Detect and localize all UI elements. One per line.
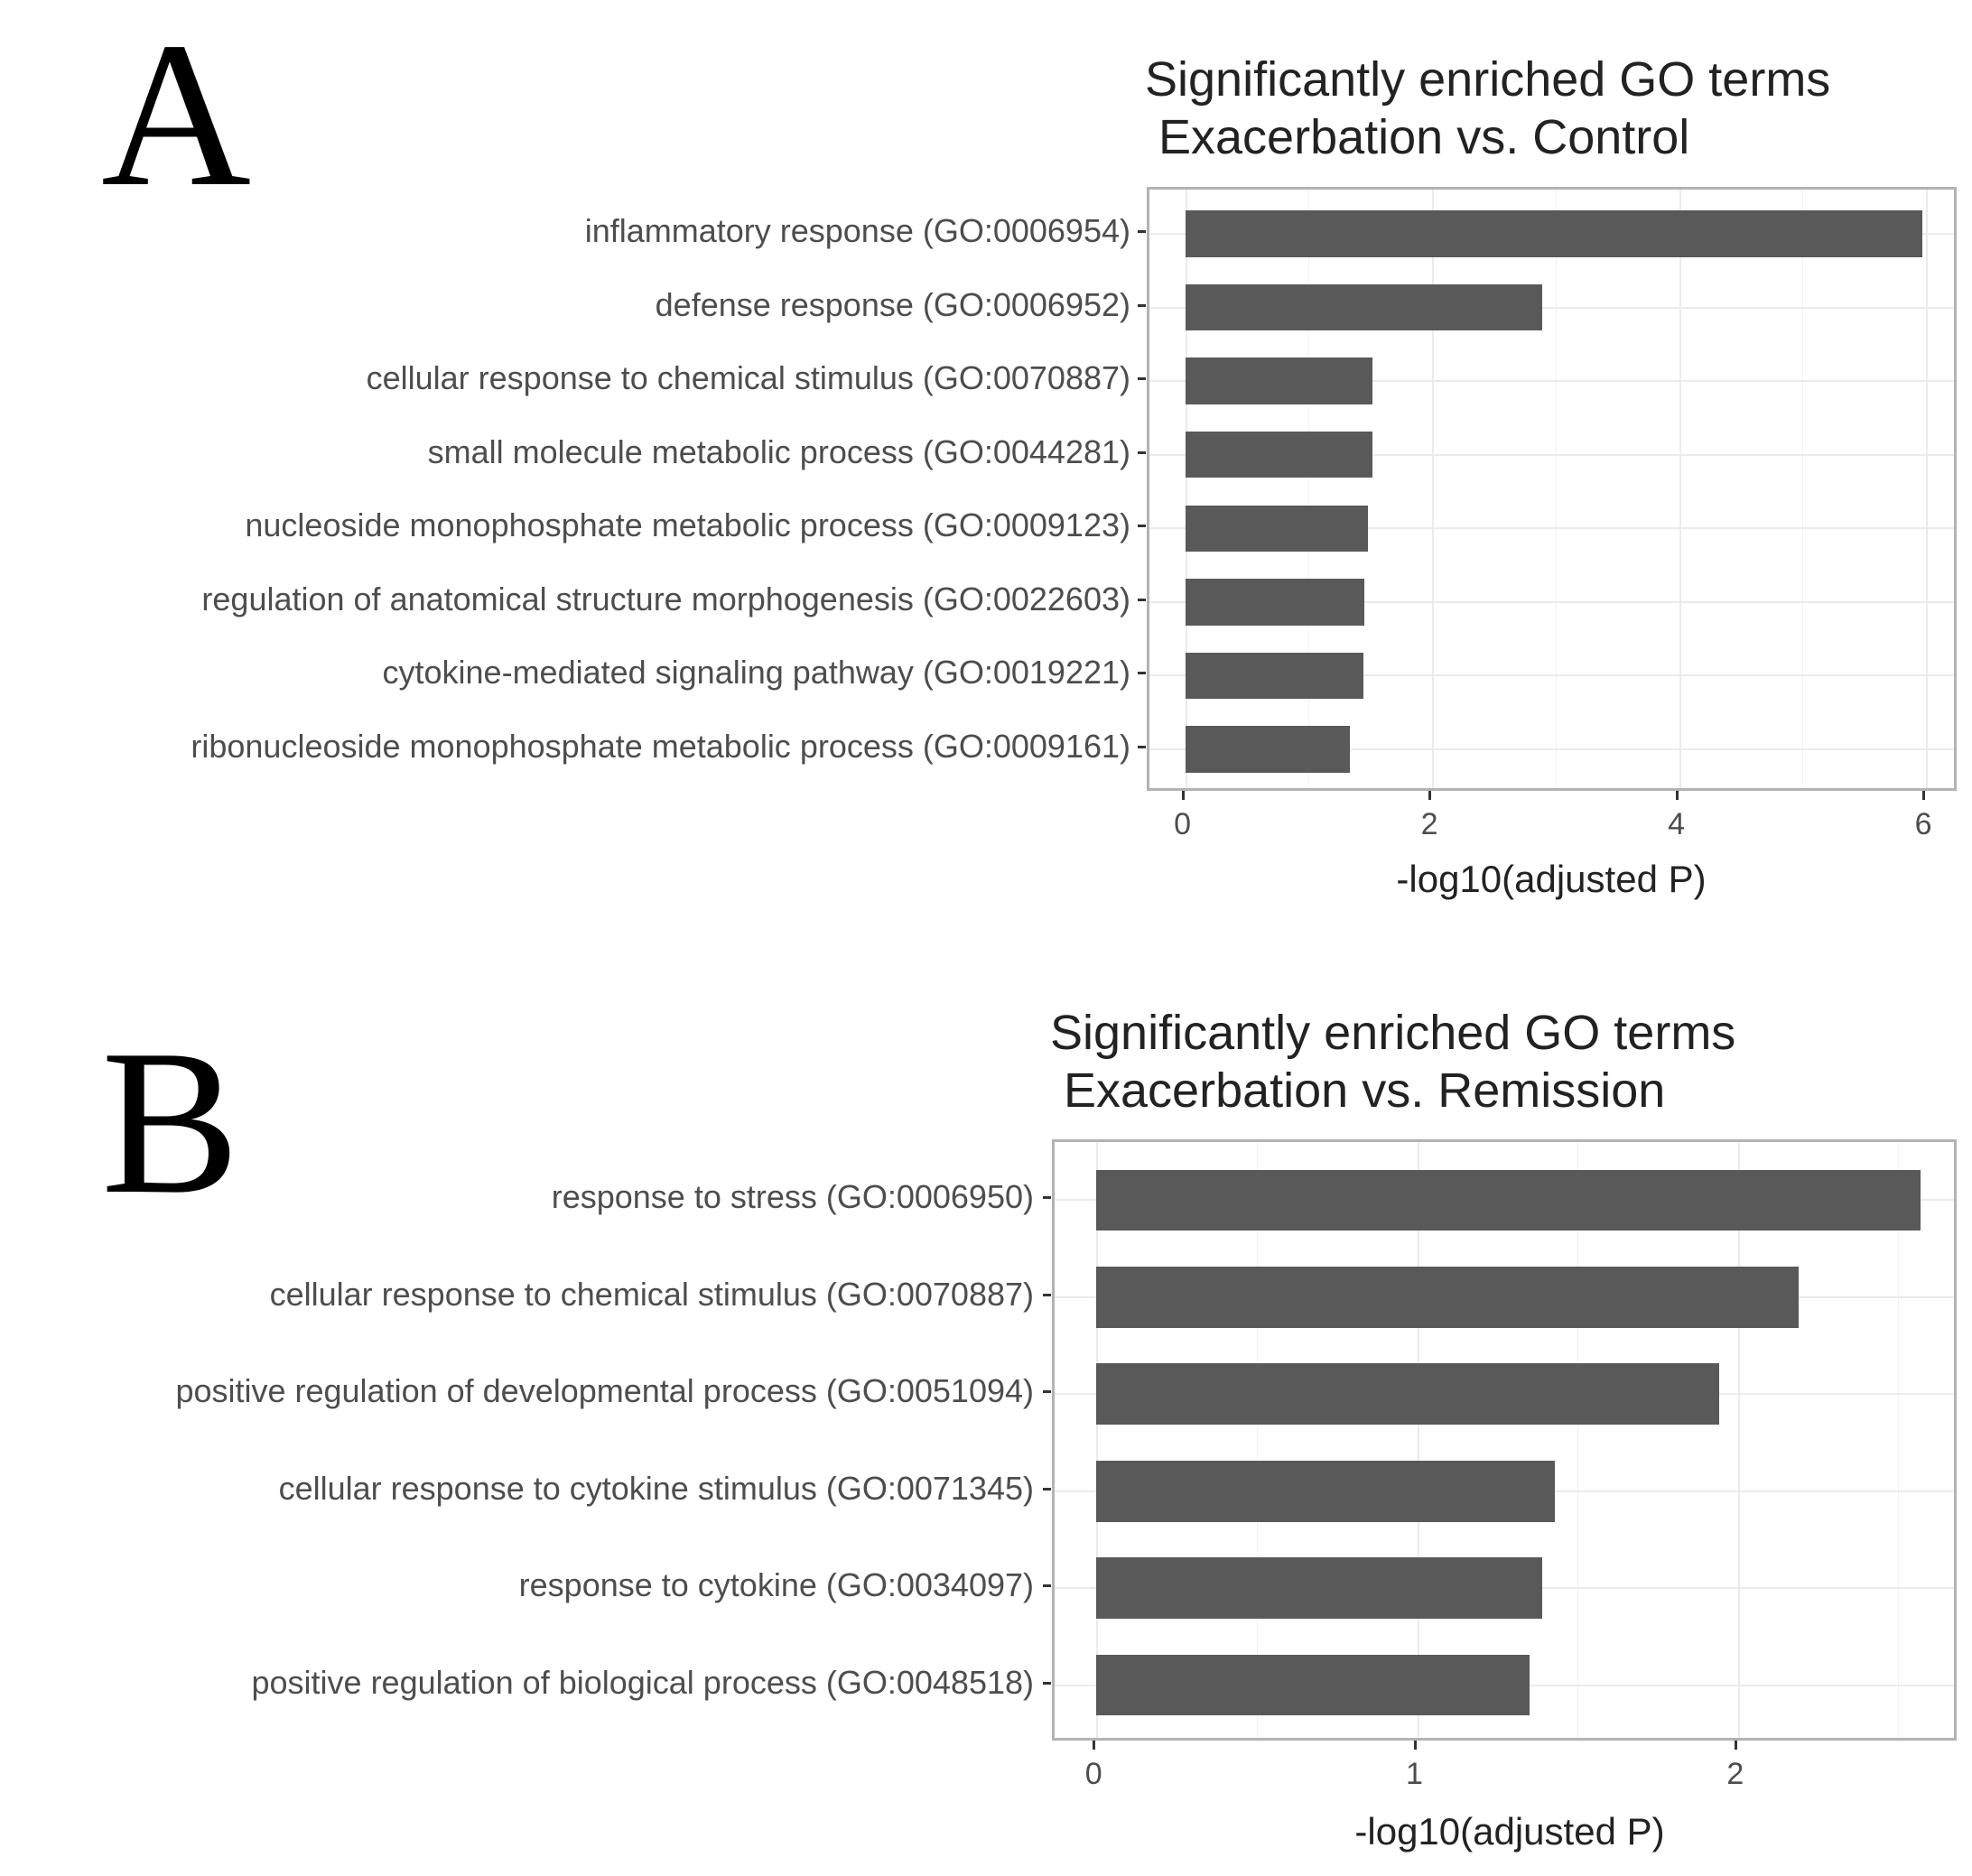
y-axis-label: response to cytokine (GO:0034097) bbox=[518, 1566, 1034, 1604]
x-tick-mark bbox=[1428, 791, 1431, 800]
x-tick-label: 6 bbox=[1914, 807, 1932, 841]
bar bbox=[1096, 1461, 1555, 1522]
y-tick-mark bbox=[1138, 746, 1146, 748]
x-tick-mark bbox=[1182, 791, 1185, 800]
y-axis-label: small molecule metabolic process (GO:0044281) bbox=[427, 432, 1130, 470]
y-tick-mark bbox=[1138, 525, 1146, 527]
major-gridline bbox=[1096, 1142, 1098, 1738]
y-tick-mark bbox=[1043, 1390, 1051, 1393]
x-tick-label: 2 bbox=[1726, 1757, 1744, 1791]
bar bbox=[1096, 1363, 1718, 1425]
minor-gridline bbox=[1556, 190, 1557, 788]
bar bbox=[1186, 210, 1922, 256]
y-axis-label: positive regulation of biological process (GO:0048518) bbox=[251, 1663, 1034, 1701]
x-tick-label: 4 bbox=[1668, 807, 1686, 841]
chart-a-x-axis-title: -log10(adjusted P) bbox=[1396, 858, 1707, 900]
y-axis-label: response to stress (GO:0006950) bbox=[551, 1178, 1034, 1216]
bar bbox=[1186, 726, 1350, 772]
y-axis-label: regulation of anatomical structure morphogenesis (GO:0022603) bbox=[201, 580, 1130, 618]
y-axis-label: ribonucleoside monophosphate metabolic process (GO:0009161) bbox=[191, 728, 1130, 766]
y-tick-mark bbox=[1138, 377, 1146, 380]
y-tick-mark bbox=[1138, 230, 1146, 233]
major-gridline bbox=[1679, 190, 1681, 788]
minor-gridline bbox=[1257, 1142, 1258, 1738]
panel-letter-a: A bbox=[101, 0, 252, 229]
x-tick-label: 2 bbox=[1420, 807, 1438, 841]
x-tick-mark bbox=[1414, 1741, 1417, 1750]
bar bbox=[1186, 358, 1373, 404]
major-gridline bbox=[1738, 1142, 1740, 1738]
y-tick-mark bbox=[1043, 1294, 1051, 1296]
y-axis-label: inflammatory response (GO:0006954) bbox=[584, 211, 1130, 249]
bar bbox=[1186, 284, 1542, 330]
y-tick-mark bbox=[1043, 1584, 1051, 1587]
bar bbox=[1186, 506, 1368, 552]
panel-letter-b: B bbox=[101, 1007, 240, 1237]
minor-gridline bbox=[1577, 1142, 1578, 1738]
major-gridline bbox=[1926, 190, 1928, 788]
y-axis-label: cellular response to chemical stimulus (GO:0070887) bbox=[366, 359, 1130, 397]
x-tick-mark bbox=[1093, 1741, 1095, 1750]
chart-b-plot-area bbox=[1052, 1139, 1957, 1741]
y-tick-mark bbox=[1043, 1196, 1051, 1199]
y-axis-label: positive regulation of developmental process (GO:0051094) bbox=[175, 1372, 1034, 1410]
chart-b-title-line2: Exacerbation vs. Remission bbox=[1050, 1063, 1666, 1118]
y-tick-mark bbox=[1043, 1488, 1051, 1491]
bar bbox=[1186, 579, 1364, 625]
y-tick-mark bbox=[1138, 451, 1146, 454]
x-tick-label: 0 bbox=[1174, 807, 1192, 841]
bar bbox=[1096, 1267, 1799, 1328]
x-tick-mark bbox=[1922, 791, 1925, 800]
y-axis-label: cellular response to chemical stimulus (GO:0070887) bbox=[269, 1275, 1034, 1313]
minor-gridline bbox=[1802, 190, 1803, 788]
x-tick-mark bbox=[1735, 1741, 1737, 1750]
x-tick-label: 1 bbox=[1406, 1757, 1423, 1791]
chart-b-title-line1: Significantly enriched GO terms bbox=[1050, 1006, 1736, 1060]
chart-a-title-line2: Exacerbation vs. Control bbox=[1145, 110, 1690, 164]
y-tick-mark bbox=[1138, 599, 1146, 601]
y-axis-label: cellular response to cytokine stimulus (GO:0071345) bbox=[278, 1469, 1034, 1507]
bar bbox=[1186, 432, 1373, 478]
bar bbox=[1186, 653, 1363, 699]
chart-a-plot-area bbox=[1147, 187, 1957, 791]
y-tick-mark bbox=[1138, 672, 1146, 674]
y-tick-mark bbox=[1043, 1682, 1051, 1685]
chart-a-title-line1: Significantly enriched GO terms bbox=[1145, 52, 1831, 107]
bar bbox=[1096, 1557, 1542, 1619]
y-axis-label: cytokine-mediated signaling pathway (GO:0019221) bbox=[382, 654, 1130, 692]
chart-b-x-axis-title: -log10(adjusted P) bbox=[1354, 1810, 1665, 1853]
minor-gridline bbox=[1898, 1142, 1899, 1738]
x-tick-mark bbox=[1676, 791, 1679, 800]
y-tick-mark bbox=[1138, 304, 1146, 307]
y-axis-label: nucleoside monophosphate metabolic process (GO:0009123) bbox=[245, 506, 1130, 544]
major-gridline bbox=[1418, 1142, 1419, 1738]
bar bbox=[1096, 1170, 1921, 1231]
x-tick-label: 0 bbox=[1084, 1757, 1102, 1791]
bar bbox=[1096, 1655, 1530, 1716]
major-gridline bbox=[1432, 190, 1434, 788]
y-axis-label: defense response (GO:0006952) bbox=[655, 285, 1130, 323]
